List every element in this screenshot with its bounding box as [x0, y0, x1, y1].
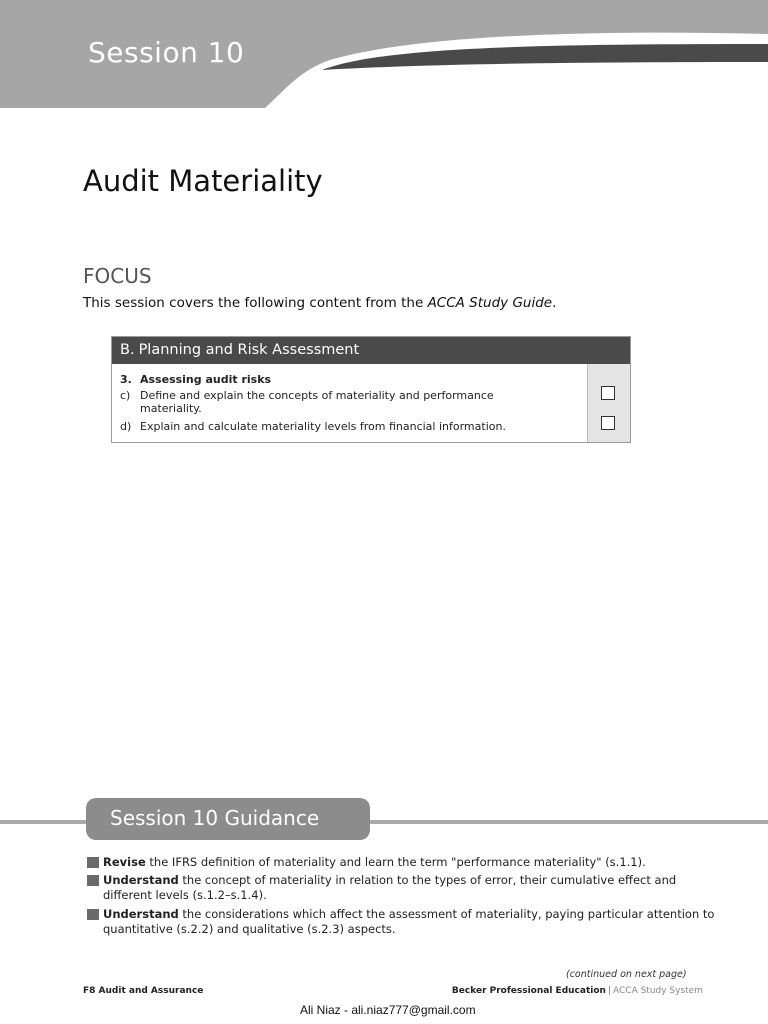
list-item: [120, 389, 520, 415]
guidance-text: the concept of materiality in relation to the types of error, their cumulative effect and different levels (s.1.2–s.1.4).: [103, 873, 677, 902]
topic-number: 3.: [120, 373, 132, 386]
page-title: Audit Materiality: [83, 164, 323, 198]
guidance-verb: Understand: [103, 907, 179, 921]
footer-publisher-line: [452, 986, 703, 996]
study-guide-box: [111, 336, 631, 443]
section-letter: B.: [120, 342, 135, 358]
item-c-checkbox[interactable]: [601, 386, 615, 400]
footer-separator: |: [607, 986, 611, 996]
focus-heading: FOCUS: [83, 264, 152, 288]
guidance-verb: Revise: [103, 855, 146, 869]
item-text: Define and explain the concepts of materiality and performance materiality.: [140, 389, 494, 415]
continued-note: (continued on next page): [566, 969, 687, 980]
topic-title: Assessing audit risks: [140, 373, 272, 386]
square-bullet-icon: [87, 909, 99, 920]
list-item: [87, 855, 717, 870]
footer-publisher: Becker Professional Education: [451, 986, 606, 996]
guidance-text: the considerations which affect the assessment of materiality, paying particular attention to quantitative (s.2.2) and qualitative (s.2.3) aspects.: [103, 907, 715, 936]
square-bullet-icon: [87, 875, 99, 886]
guidance-text: the IFRS definition of materiality and learn the term "performance materiality" (s.1.1).: [145, 855, 646, 869]
list-item: [120, 420, 520, 433]
checkbox-column: [587, 364, 630, 442]
study-guide-body: [112, 364, 630, 442]
focus-intro: [83, 295, 556, 311]
footer-course: F8 Audit and Assurance: [83, 986, 204, 996]
list-item: [87, 907, 717, 937]
guidance-verb: Understand: [103, 873, 179, 887]
section-title: Planning and Risk Assessment: [138, 342, 360, 358]
guidance-title: Session 10 Guidance: [110, 806, 320, 830]
item-letter: c): [120, 389, 131, 402]
intro-end: .: [552, 295, 557, 311]
item-letter: d): [120, 420, 132, 433]
topic-row: [120, 373, 520, 386]
square-bullet-icon: [87, 857, 99, 868]
session-label: Session 10: [88, 36, 245, 69]
watermark: Ali Niaz - ali.niaz777@gmail.com: [300, 1003, 476, 1017]
intro-text: This session covers the following content from the: [83, 295, 428, 311]
item-text: Explain and calculate materiality levels from financial information.: [140, 420, 506, 433]
list-item: [87, 873, 717, 903]
intro-emphasis: ACCA Study Guide: [427, 295, 553, 311]
item-d-checkbox[interactable]: [601, 416, 615, 430]
footer-system: ACCA Study System: [613, 986, 703, 996]
study-guide-header: [112, 337, 630, 364]
header-dark-swoosh: [322, 44, 768, 70]
